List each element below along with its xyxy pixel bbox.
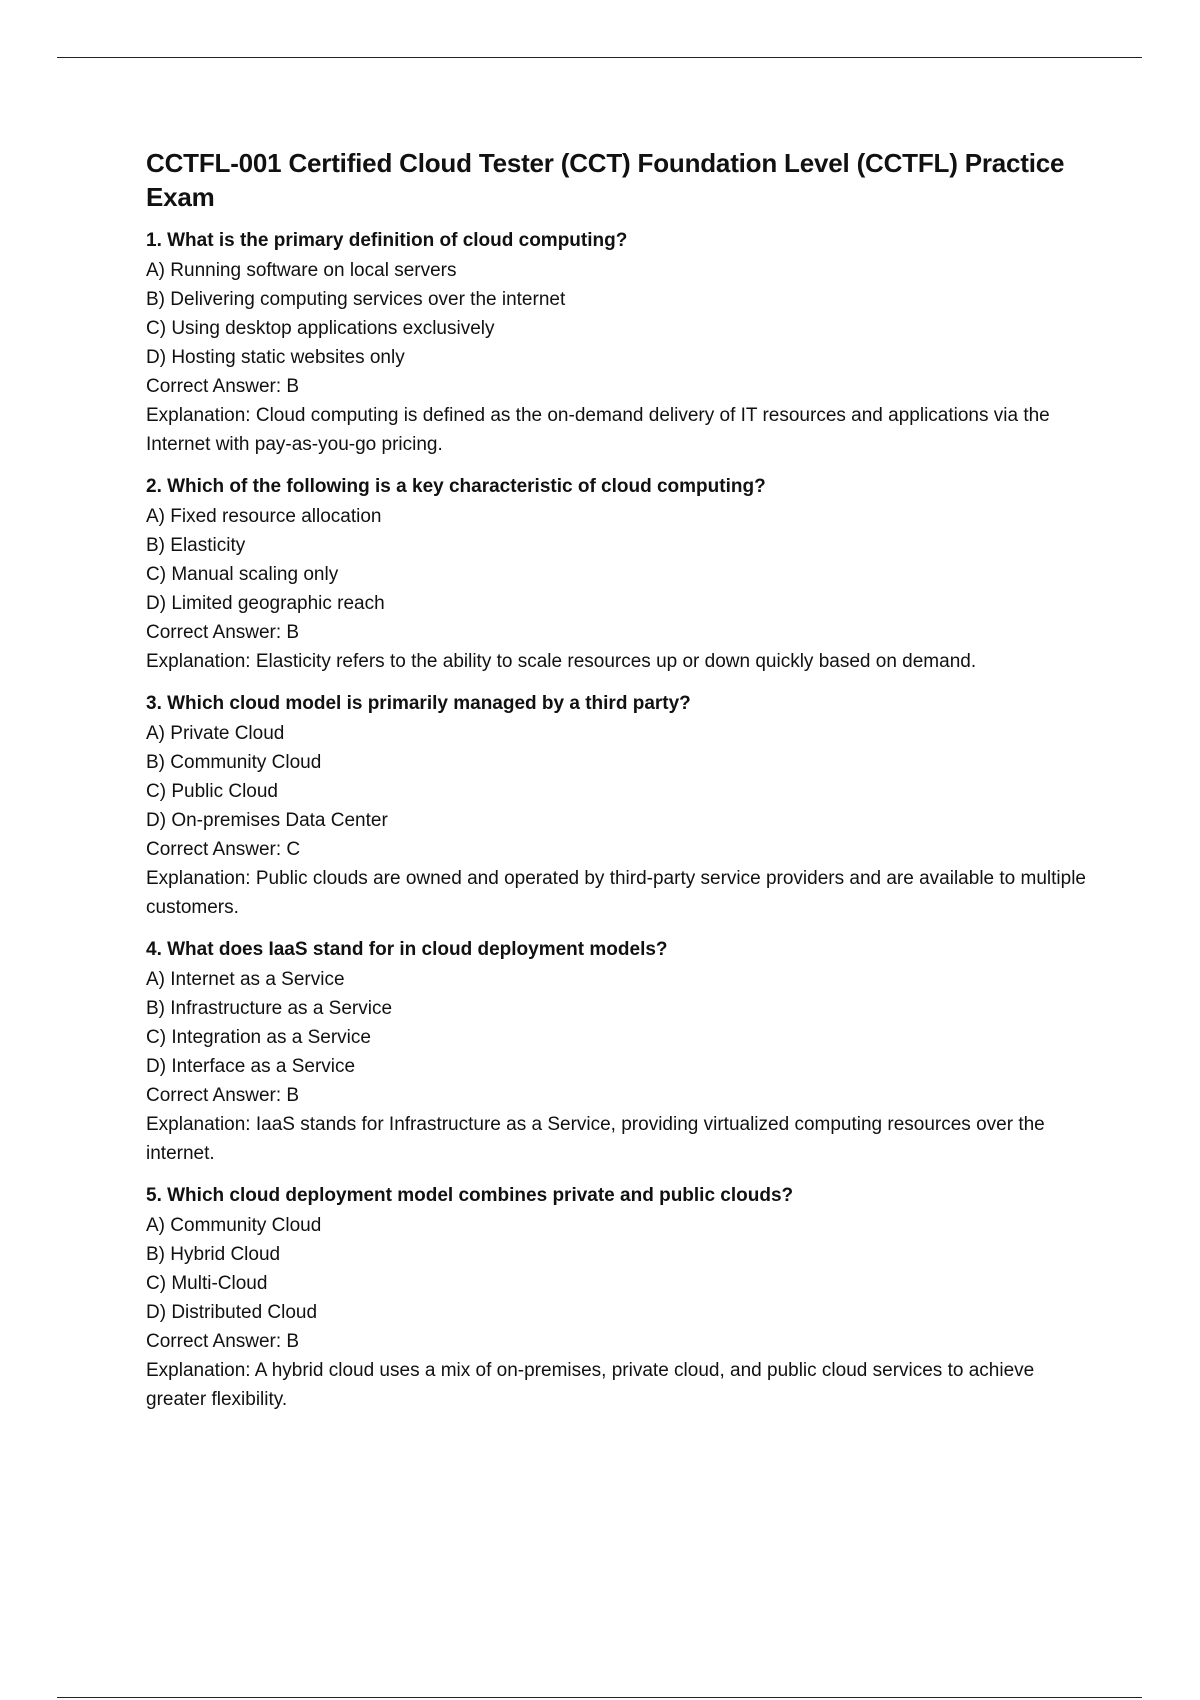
explanation: Explanation: IaaS stands for Infrastructure as a Service, providing virtualized computing resources over the internet.: [146, 1114, 1045, 1164]
option-b: B) Community Cloud: [146, 752, 322, 773]
option-a: A) Fixed resource allocation: [146, 506, 382, 527]
option-a: A) Running software on local servers: [146, 260, 457, 281]
question-text: 4. What does IaaS stand for in cloud deployment models?: [146, 939, 668, 960]
option-c: C) Multi-Cloud: [146, 1273, 268, 1294]
correct-answer: Correct Answer: C: [146, 839, 301, 860]
explanation: Explanation: Cloud computing is defined as the on-demand delivery of IT resources and applications via the Internet with pay-as-you-go pricing.: [146, 405, 1050, 455]
explanation: Explanation: Elasticity refers to the ability to scale resources up or down quickly based on demand.: [146, 651, 977, 672]
question-block: [146, 935, 1106, 1168]
option-b: B) Elasticity: [146, 535, 246, 556]
option-d: D) On-premises Data Center: [146, 810, 388, 831]
option-a: A) Internet as a Service: [146, 969, 345, 990]
option-d: D) Limited geographic reach: [146, 593, 385, 614]
correct-answer: Correct Answer: B: [146, 622, 300, 643]
option-a: A) Private Cloud: [146, 723, 285, 744]
option-c: C) Using desktop applications exclusively: [146, 318, 495, 339]
explanation: Explanation: Public clouds are owned and operated by third-party service providers and are available to multiple customers.: [146, 868, 1086, 918]
question-block: [146, 689, 1106, 922]
footer-rule: [57, 1697, 1142, 1698]
question-block: [146, 226, 1106, 459]
question-text: 3. Which cloud model is primarily managed by a third party?: [146, 693, 691, 714]
option-b: B) Infrastructure as a Service: [146, 998, 393, 1019]
correct-answer: Correct Answer: B: [146, 1085, 300, 1106]
option-c: C) Integration as a Service: [146, 1027, 371, 1048]
question-block: [146, 472, 1106, 676]
explanation: Explanation: A hybrid cloud uses a mix of on-premises, private cloud, and public cloud services to achieve greater flexibility.: [146, 1360, 1035, 1410]
question-block: [146, 1181, 1106, 1414]
question-text: 1. What is the primary definition of cloud computing?: [146, 230, 628, 251]
option-c: C) Manual scaling only: [146, 564, 339, 585]
option-b: B) Hybrid Cloud: [146, 1244, 281, 1265]
question-text: 5. Which cloud deployment model combines private and public clouds?: [146, 1185, 794, 1206]
option-d: D) Interface as a Service: [146, 1056, 356, 1077]
correct-answer: Correct Answer: B: [146, 376, 300, 397]
header-rule: [57, 57, 1142, 58]
option-a: A) Community Cloud: [146, 1215, 322, 1236]
option-c: C) Public Cloud: [146, 781, 278, 802]
option-b: B) Delivering computing services over the internet: [146, 289, 566, 310]
page-title: CCTFL-001 Certified Cloud Tester (CCT) Foundation Level (CCTFL) Practice Exam: [146, 148, 1065, 212]
option-d: D) Hosting static websites only: [146, 347, 405, 368]
correct-answer: Correct Answer: B: [146, 1331, 300, 1352]
question-text: 2. Which of the following is a key characteristic of cloud computing?: [146, 476, 766, 497]
document-body: [146, 146, 1106, 1427]
option-d: D) Distributed Cloud: [146, 1302, 318, 1323]
